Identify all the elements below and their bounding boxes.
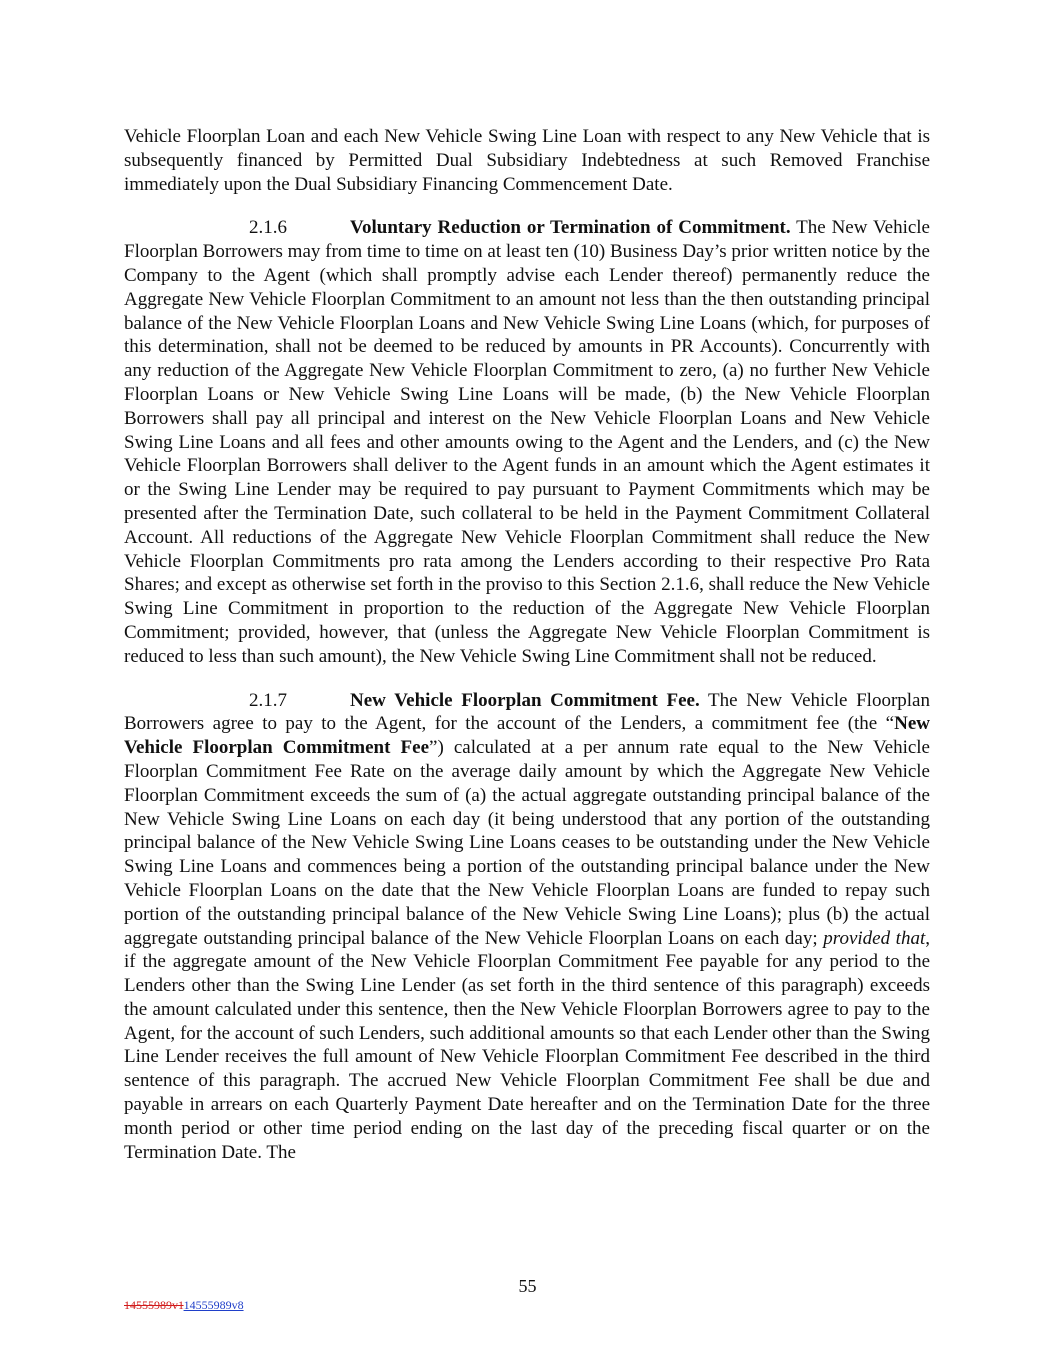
page-number: 55 — [518, 1276, 537, 1296]
section-body: , if the aggregate amount of the New Vehicle Floorplan Commitment Fee payable for any period to the Lenders other than the Swing Line Lender (as set forth in the third sentence of this paragraph) exceeds the amount calculated under this sentence, then the New Vehicle Floorplan Borrowers agree to pay to the Agent, for the account of such Lenders, such additional amounts so that each Lender other than the Swing Line Lender receives the full amount of New Vehicle Floorplan Commitment Fee described in the third sentence of this paragraph. The accrued New Vehicle Floorplan Commitment Fee shall be due and payable in arrears on each Quarterly Payment Date hereafter and on the Termination Date for the three month period or other time period ending on the last day of the preceding fiscal quarter or on the Termination Date. The — [124, 927, 930, 1163]
proviso-text: provided that — [823, 927, 926, 949]
paragraph-continuation: Vehicle Floorplan Loan and each New Vehicle Swing Line Loan with respect to any New Vehicle that is subsequently financed by Permitted Dual Subsidiary Indebtedness at such Removed Franchise immediately upon the Dual Subsidiary Financing Commencement Date. — [124, 126, 930, 195]
section-body: The New Vehicle Floorplan Borrowers agree to pay to the Agent, for the account of the Lenders, a commitment fee (the “ — [124, 689, 930, 735]
document-id-deleted: 14555989v1 — [124, 1298, 184, 1312]
document-id — [124, 1298, 244, 1312]
section-2-1-7 — [124, 689, 930, 1165]
section-heading: Voluntary Reduction or Termination of Commitment. — [350, 217, 791, 239]
section-number: 2.1.7 — [249, 689, 287, 711]
section-body: ”) calculated at a per annum rate equal to the New Vehicle Floorplan Commitment Fee Rate on the average daily amount by which the Aggregate New Vehicle Floorplan Commitment exceeds the sum of (a) the actual aggregate outstanding principal balance of the New Vehicle Swing Line Loans on each day (it being understood that any portion of the outstanding principal balance of the New Vehicle Swing Line Loans ceases to be outstanding under the New Vehicle Swing Line Loans and commences being a portion of the outstanding principal balance under the New Vehicle Floorplan Loans on the date that the New Vehicle Floorplan Loans are funded to repay such portion of the outstanding principal balance of the New Vehicle Swing Line Loans); plus (b) the actual aggregate outstanding principal balance of the New Vehicle Floorplan Loans on each day; — [124, 737, 930, 949]
defined-term: New Vehicle Floorplan Commitment Fee — [124, 713, 930, 759]
section-2-1-6 — [124, 216, 930, 668]
section-body: The New Vehicle Floorplan Borrowers may from time to time on at least ten (10) Business Day’s prior written notice by the Company to the Agent (which shall promptly advise each Lender thereof) permanently reduce the Aggregate New Vehicle Floorplan Commitment to an amount not less than the then outstanding principal balance of the New Vehicle Floorplan Loans and New Vehicle Swing Line Loans (which, for purposes of this determination, shall not be deemed to be reduced by amounts in PR Accounts). Concurrently with any reduction of the Aggregate New Vehicle Floorplan Commitment to zero, (a) no further New Vehicle Floorplan Loans or New Vehicle Swing Line Loans will be made, (b) the New Vehicle Floorplan Borrowers shall pay all principal and interest on the New Vehicle Floorplan Loans and New Vehicle Swing Line Loans and all fees and other amounts owing to the Agent and the Lenders, and (c) the New Vehicle Floorplan Borrowers shall deliver to the Agent funds in an amount which the Agent estimates it or the Swing Line Lender may be required to pay pursuant to Payment Commitments which may be presented after the Termination Date, such collateral to be held in the Payment Commitment Collateral Account. All reductions of the Aggregate New Vehicle Floorplan Commitment shall reduce the New Vehicle Floorplan Commitments pro rata among the Lenders according to their respective Pro Rata Shares; and except as otherwise set forth in the proviso to this Section 2.1.6, shall reduce the New Vehicle Swing Line Commitment in proportion to the reduction of the Aggregate New Vehicle Floorplan Commitment; provided, however, that (unless the Aggregate New Vehicle Floorplan Commitment is reduced to less than such amount), the New Vehicle Swing Line Commitment shall not be reduced. — [124, 217, 930, 667]
section-heading: New Vehicle Floorplan Commitment Fee. — [350, 689, 700, 711]
document-id-inserted: 14555989v8 — [183, 1298, 244, 1312]
section-number: 2.1.6 — [249, 217, 287, 239]
page-body — [124, 125, 930, 1184]
